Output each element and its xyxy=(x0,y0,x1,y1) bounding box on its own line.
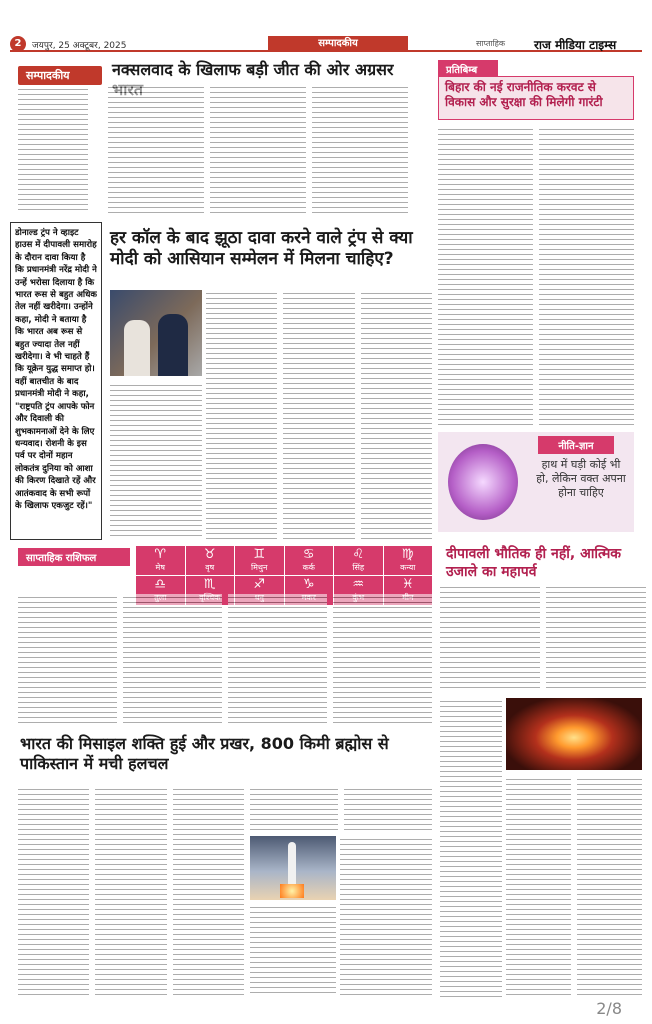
meditation-icon xyxy=(448,444,518,520)
zodiac-icon: ♋ xyxy=(302,547,315,562)
trump-article-headline: हर कॉल के बाद झूठा दावा करने वाले ट्रंप से क्या मोदी को आसियान सम्मेलन में मिलना चाहिए? xyxy=(110,228,413,270)
deepawali-headline: दीपावली भौतिक ही नहीं, आत्मिक उजाले का महापर्व xyxy=(446,546,622,580)
pratibimb-tag: प्रतिबिम्ब xyxy=(438,60,498,78)
trump-article-body-lower xyxy=(110,382,202,540)
pratibimb-body xyxy=(438,126,634,426)
rashi-name: वृष xyxy=(205,563,215,572)
rashifal-body xyxy=(18,594,432,724)
brand-subtitle: साप्ताहिक xyxy=(476,39,506,48)
zodiac-icon: ♒ xyxy=(352,577,365,592)
rashi-name: मिथुन xyxy=(251,563,268,572)
rashi-sign xyxy=(285,546,334,575)
missile-headline: भारत की मिसाइल शक्ति हुई और प्रखर, 800 किमी ब्रह्मोस से पाकिस्तान में मची हलचल xyxy=(20,734,389,773)
zodiac-icon: ♈ xyxy=(154,547,167,562)
rashifal-signs xyxy=(136,546,432,592)
missile-body-bottom xyxy=(250,904,336,996)
issue-date: जयपुर, 25 अक्टूबर, 2025 xyxy=(32,41,127,51)
missile-body-right xyxy=(340,836,432,996)
missile-photo xyxy=(250,836,336,900)
editorial-body xyxy=(108,84,408,214)
quote-box xyxy=(10,222,102,540)
rashi-name: कर्क xyxy=(302,563,315,572)
zodiac-icon: ♏ xyxy=(203,577,216,592)
missile-body-left xyxy=(18,786,244,996)
pratibimb-headline-box xyxy=(438,76,634,120)
trump-modi-photo xyxy=(110,290,202,376)
rashi-sign xyxy=(186,546,235,575)
brand-name: राज मीडिया टाइम्स xyxy=(534,38,617,52)
rashifal-tag: साप्ताहिक राशिफल xyxy=(18,548,130,566)
zodiac-icon: ♊ xyxy=(253,547,266,562)
zodiac-icon: ♍ xyxy=(401,547,414,562)
zodiac-icon: ♐ xyxy=(253,577,266,592)
rashi-name: कन्या xyxy=(400,563,416,572)
pratibimb-headline: बिहार की नई राजनीतिक करवट से विकास और सुरक्षा की मिलेगी गारंटी xyxy=(445,80,603,109)
editorial-tag: सम्पादकीय xyxy=(18,66,102,85)
zodiac-icon: ♑ xyxy=(302,577,315,592)
diya-photo xyxy=(506,698,642,770)
deepawali-body-right xyxy=(506,776,642,998)
deepawali-body-top xyxy=(440,584,646,692)
niti-tag: नीति-ज्ञान xyxy=(538,436,614,454)
zodiac-icon: ♉ xyxy=(203,547,216,562)
trump-article-body xyxy=(206,290,432,540)
rashi-sign xyxy=(334,546,383,575)
deepawali-body-left xyxy=(440,698,502,998)
rashi-name: मेष xyxy=(155,563,165,572)
rashi-name: सिंह xyxy=(352,563,365,572)
niti-gyan-panel xyxy=(438,432,634,532)
page-number: 2 xyxy=(10,36,26,52)
rashi-sign xyxy=(136,546,185,575)
page-indicator: 2/8 xyxy=(596,999,622,1018)
section-label: सम्पादकीय xyxy=(268,36,408,52)
zodiac-icon: ♓ xyxy=(401,577,414,592)
niti-text: हाथ में घड़ी कोई भी हो, लेकिन वक्त अपना होना चाहिए xyxy=(536,458,626,499)
editorial-author-column xyxy=(18,86,88,214)
missile-body-top xyxy=(250,786,432,832)
masthead xyxy=(10,36,642,52)
quote-text: डोनाल्ड ट्रंप ने व्हाइट हाउस में दीपावली समारोह के दौरान दावा किया है कि प्रधानमंत्री नरेंद्र मोदी ने उन्हें भरोसा दिलाया है कि भारत रूस से बहुत अधिक तेल नहीं खरीदेगा। उन्होंने कहा, मोदी ने बताया है कि भारत अब रूस से बहुत ज्यादा तेल नहीं खरीदेगा। वे भी चाहते हैं कि यूक्रेन युद्ध समाप्त हो। वहीं बातचीत के बाद प्रधानमंत्री मोदी ने कहा, "राष्ट्रपति ट्रंप आपके फोन और दिवाली की शुभकामनाओं देने के लिए धन्यवाद। रोशनी के इस पर्व पर दोनों महान लोकतंत्र दुनिया को आशा की किरण दिखाते रहें और आतंकवाद के सभी रूपों के खिलाफ एकजुट रहें।" xyxy=(15,228,97,511)
zodiac-icon: ♎ xyxy=(154,577,167,592)
rashi-sign xyxy=(235,546,284,575)
zodiac-icon: ♌ xyxy=(352,547,365,562)
editorial-headline: नक्सलवाद के खिलाफ बड़ी जीत की ओर अग्रसर xyxy=(112,60,394,79)
rashi-sign xyxy=(384,546,433,575)
